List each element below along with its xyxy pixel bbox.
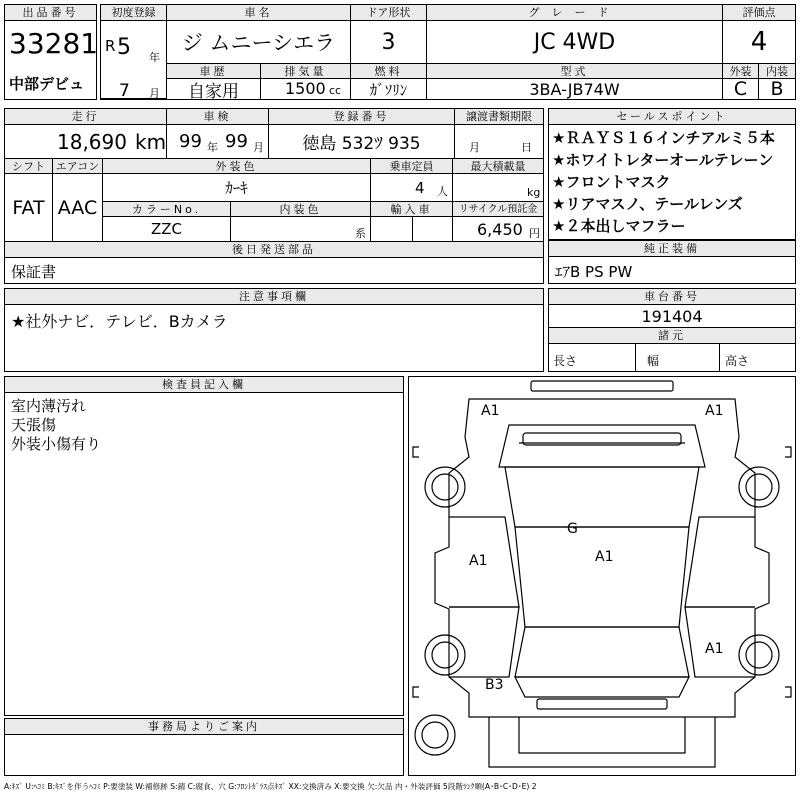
ext-color: ｶｰｷ — [103, 174, 371, 202]
era: R — [105, 37, 116, 55]
damage-mark: A1 — [481, 403, 500, 419]
dims-label: 諸元 — [549, 328, 795, 344]
model-label: 型式 — [427, 64, 723, 79]
ext-color-label: 外装色 — [103, 159, 371, 174]
sales-item: ★ホワイトレターオールテレーン — [552, 151, 774, 169]
mileage-unit: km — [135, 130, 167, 154]
capacity-unit: 人 — [437, 185, 448, 198]
transfer-month: 月 — [469, 141, 480, 154]
height-label: 高さ — [725, 354, 750, 368]
inspector-line: 天張傷 — [11, 416, 57, 434]
fuel: ｶﾞｿﾘﾝ — [351, 79, 427, 99]
first-reg-cell — [101, 21, 167, 99]
first-reg-label: 初度登録 — [101, 5, 167, 21]
door-type: 3 — [351, 21, 427, 64]
length-label: 長さ — [553, 354, 578, 368]
car-diagram-svg — [409, 377, 795, 775]
damage-mark: A1 — [705, 641, 724, 657]
car-name: ジ ムニーシエラ — [167, 21, 351, 64]
displacement: 1500 — [285, 79, 326, 98]
history-label: 車歴 — [167, 64, 261, 79]
car-name-label: 車名 — [167, 5, 351, 21]
notes: ★社外ナビ．テレビ．Bカメラ — [11, 312, 228, 331]
capacity: 4 — [415, 179, 425, 197]
inspection-cell — [167, 125, 269, 159]
max-load-unit: kg — [527, 186, 541, 199]
door-label: ドア形状 — [351, 5, 427, 21]
transfer-day: 日 — [521, 141, 532, 154]
lot-number: 33281 — [9, 27, 99, 60]
width-label: 幅 — [647, 354, 660, 368]
sales-item: ★リアマスノ、テールレンズ — [552, 195, 743, 213]
int-color-cell — [231, 217, 371, 242]
rating-label: 評価点 — [723, 5, 795, 21]
interior-label: 内装 — [759, 64, 795, 79]
exterior-grade: C — [723, 79, 759, 99]
divider — [635, 344, 636, 372]
equipment-box — [548, 240, 796, 284]
grade: JC 4WD — [427, 21, 723, 64]
import-cell-b — [413, 217, 453, 242]
divider — [719, 344, 720, 372]
legend: A:ｷｽﾞ U:ﾍｺﾐ B:ｷｽﾞを伴うﾍｺﾐ P:要塗装 W:補修跡 S:錆 C:腐食、穴 G:ﾌﾛﾝﾄｶﾞﾗｽ点ｷｽﾞ XX:交換済み X:要交換 欠:欠品 内・外装評価 5段階ﾗﾝｸ順(A･B･C･D･E) 2 — [4, 782, 537, 791]
sales-item: ★２本出しマフラー — [552, 217, 686, 235]
max-load-cell — [453, 174, 543, 202]
max-load-label: 最大積載量 — [453, 159, 543, 174]
later-parts-label: 後日発送部品 — [5, 242, 543, 258]
chassis-number: 191404 — [549, 305, 795, 328]
plate-label: 登録番号 — [269, 109, 455, 125]
damage-mark: G — [567, 521, 578, 537]
inspector-label: 検査員記入欄 — [5, 377, 403, 393]
debut-label: 中部デビュ — [9, 75, 85, 93]
damage-mark: A1 — [705, 403, 724, 419]
displacement-cell — [261, 79, 351, 99]
air-conditioner: AAC — [53, 174, 103, 242]
lot-box — [4, 4, 97, 100]
chassis-label: 車台番号 — [549, 289, 795, 305]
mileage-cell — [5, 125, 167, 159]
inspector-line: 室内薄汚れ — [11, 397, 87, 415]
equipment: ｴｱB PS PW — [555, 263, 633, 281]
notes-box — [4, 288, 544, 372]
color-no-label: カラーNo. — [103, 202, 231, 217]
shift-label: シフト — [5, 159, 53, 174]
transfer-cell — [455, 125, 543, 159]
grade-label: グレード — [427, 5, 723, 21]
transfer-label: 譲渡書類期限 — [455, 109, 543, 125]
damage-mark: B3 — [485, 677, 504, 693]
notes-label: 注意事項欄 — [5, 289, 543, 305]
model: 3BA-JB74W — [427, 79, 723, 99]
mileage-label: 走行 — [5, 109, 167, 125]
import-label: 輸入車 — [371, 202, 453, 217]
rating: 4 — [723, 21, 795, 64]
damage-mark: A1 — [595, 549, 614, 565]
vehicle-info-box — [100, 4, 796, 100]
fuel-label: 燃料 — [351, 64, 427, 79]
reg-year: 5 — [117, 35, 131, 60]
equipment-label: 純正装備 — [549, 241, 795, 257]
capacity-label: 乗車定員 — [371, 159, 453, 174]
recycle-fee: 6,450 — [477, 220, 523, 239]
reg-month: 7 — [119, 81, 130, 99]
shift: FAT — [5, 174, 53, 242]
sales-points-box — [548, 108, 796, 240]
details-box — [4, 108, 544, 284]
int-color-label: 内装色 — [231, 202, 371, 217]
recycle-unit: 円 — [529, 227, 540, 240]
plate-number: 徳島 532ﾂ 935 — [269, 125, 455, 159]
ac-label: エアコン — [53, 159, 103, 174]
insp-month: 99 — [225, 131, 248, 152]
sales-item: ★ＲＡＹＳ１６インチアルミ５本 — [552, 129, 775, 147]
sales-label: セールスポイント — [549, 109, 795, 125]
interior-grade: B — [770, 79, 784, 99]
insp-year-unit: 年 — [207, 141, 218, 154]
lot-label: 出品番号 — [5, 5, 96, 21]
inspector-line: 外装小傷有り — [11, 435, 102, 453]
displacement-label: 排気量 — [261, 64, 351, 79]
displacement-unit: cc — [329, 84, 342, 97]
capacity-cell — [371, 174, 453, 202]
inspector-box — [4, 376, 404, 716]
exterior-label: 外装 — [723, 64, 759, 79]
recycle-label: リサイクル預託金 — [453, 202, 543, 217]
office-box — [4, 718, 404, 776]
color-no: ZZC — [103, 217, 231, 242]
inspection-label: 車検 — [167, 109, 269, 125]
year-unit: 年 — [149, 51, 160, 64]
sales-item: ★フロントマスク — [552, 173, 671, 191]
damage-mark: A1 — [469, 553, 488, 569]
insp-month-unit: 月 — [253, 141, 264, 154]
int-color-unit: 系 — [355, 227, 366, 240]
car-diagram — [408, 376, 796, 776]
insp-year: 99 — [179, 131, 202, 152]
chassis-box — [548, 288, 796, 372]
mileage: 18,690 — [57, 130, 127, 154]
history: 自家用 — [167, 79, 261, 99]
import-cell-a — [371, 217, 413, 242]
later-parts: 保証書 — [11, 263, 57, 281]
month-unit: 月 — [149, 87, 160, 99]
recycle-cell — [453, 217, 543, 242]
office-label: 事務局よりご案内 — [5, 719, 403, 735]
